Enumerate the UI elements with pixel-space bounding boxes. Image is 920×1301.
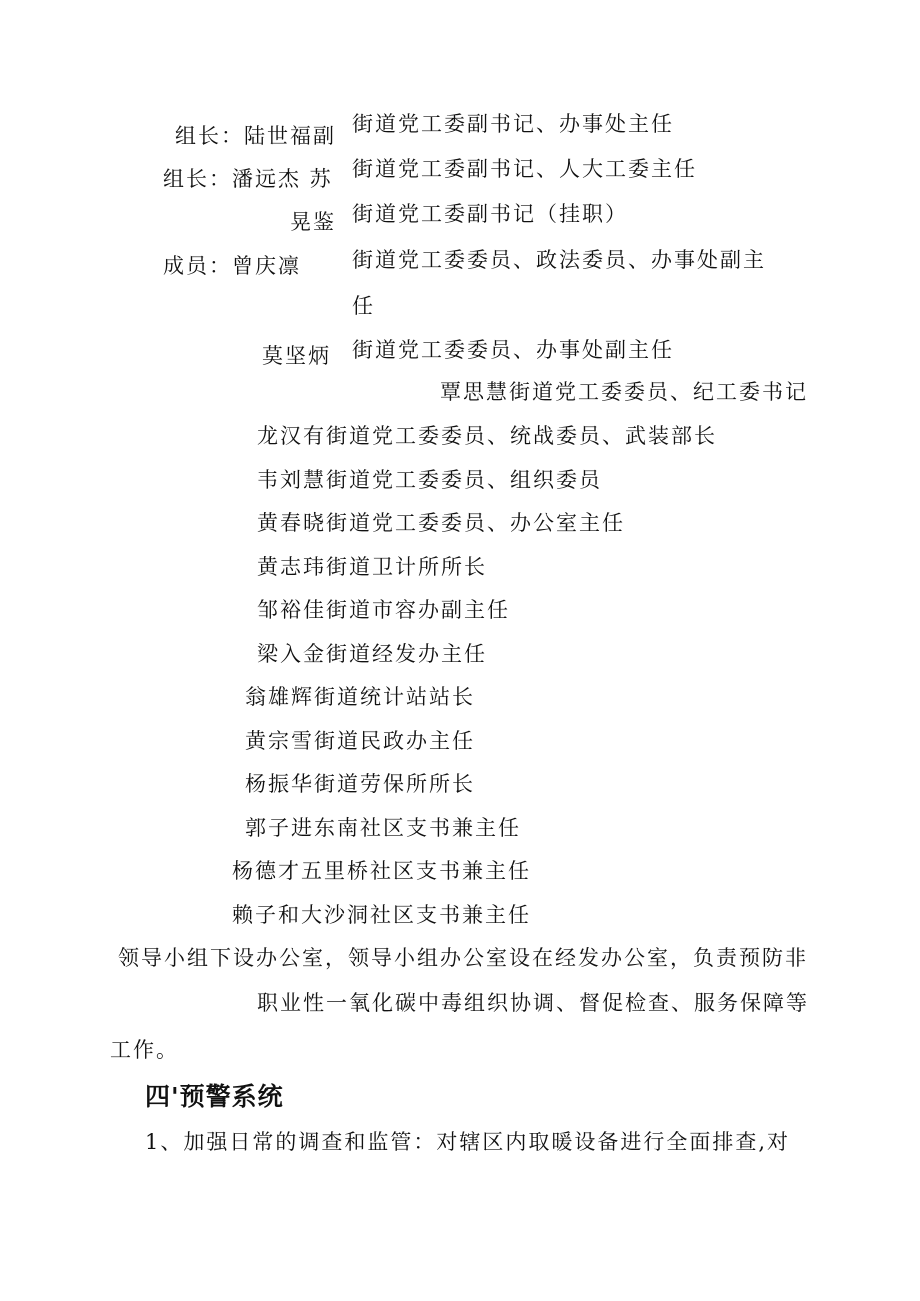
text-line: 街道党工委副书记、办事处主任 [352,112,674,136]
text-line: 组长：陆世福副 [175,124,336,148]
text-line: 邹裕佳街道市容办副主任 [257,598,510,622]
text-line: 韦刘慧街道党工委委员、组织委员 [257,468,602,492]
text-line: 晃鉴 [290,210,336,234]
text-line: 龙汉有街道党工委委员、统战委员、武装部长 [257,424,717,448]
text-line: 黄志玮街道卫计所所长 [257,555,487,579]
text-line: 覃思慧街道党工委委员、纪工委书记 [440,380,808,404]
text-line: 成员：曾庆凛 [163,254,301,278]
text-line: 杨振华街道劳保所所长 [245,772,475,796]
text-line: 黄春晓街道党工委委员、办公室主任 [257,511,625,535]
text-line: 翁雄辉街道统计站站长 [245,685,475,709]
text-line: 街道党工委委员、政法委员、办事处副主 [352,248,766,272]
text-line: 莫坚炳 [262,344,331,368]
paragraph-line: 工作。 [110,1038,179,1062]
text-line: 街道党工委副书记（挂职） [352,202,628,226]
paragraph-line: 职业性一氧化碳中毒组织协调、督促检查、服务保障等 [257,991,809,1015]
paragraph-line: 领导小组下设办公室，领导小组办公室设在经发办公室，负责预防非 [118,946,808,970]
text-line: 街道党工委委员、办事处副主任 [352,338,674,362]
text-line: 梁入金街道经发办主任 [257,642,487,666]
section-heading: 四'预警系统 [145,1082,284,1111]
text-line: 任 [352,294,375,318]
text-line: 郭子进东南社区支书兼主任 [245,816,521,840]
text-line: 杨德才五里桥社区支书兼主任 [232,859,531,883]
text-line: 赖子和大沙洞社区支书兼主任 [232,903,531,927]
text-line: 街道党工委副书记、人大工委主任 [352,157,697,181]
text-line: 黄宗雪街道民政办主任 [245,729,475,753]
text-line: 组长：潘远杰 苏 [163,167,333,191]
paragraph-line: 1、加强日常的调查和监管：对辖区内取暖设备进行全面排查,对 [145,1130,791,1154]
